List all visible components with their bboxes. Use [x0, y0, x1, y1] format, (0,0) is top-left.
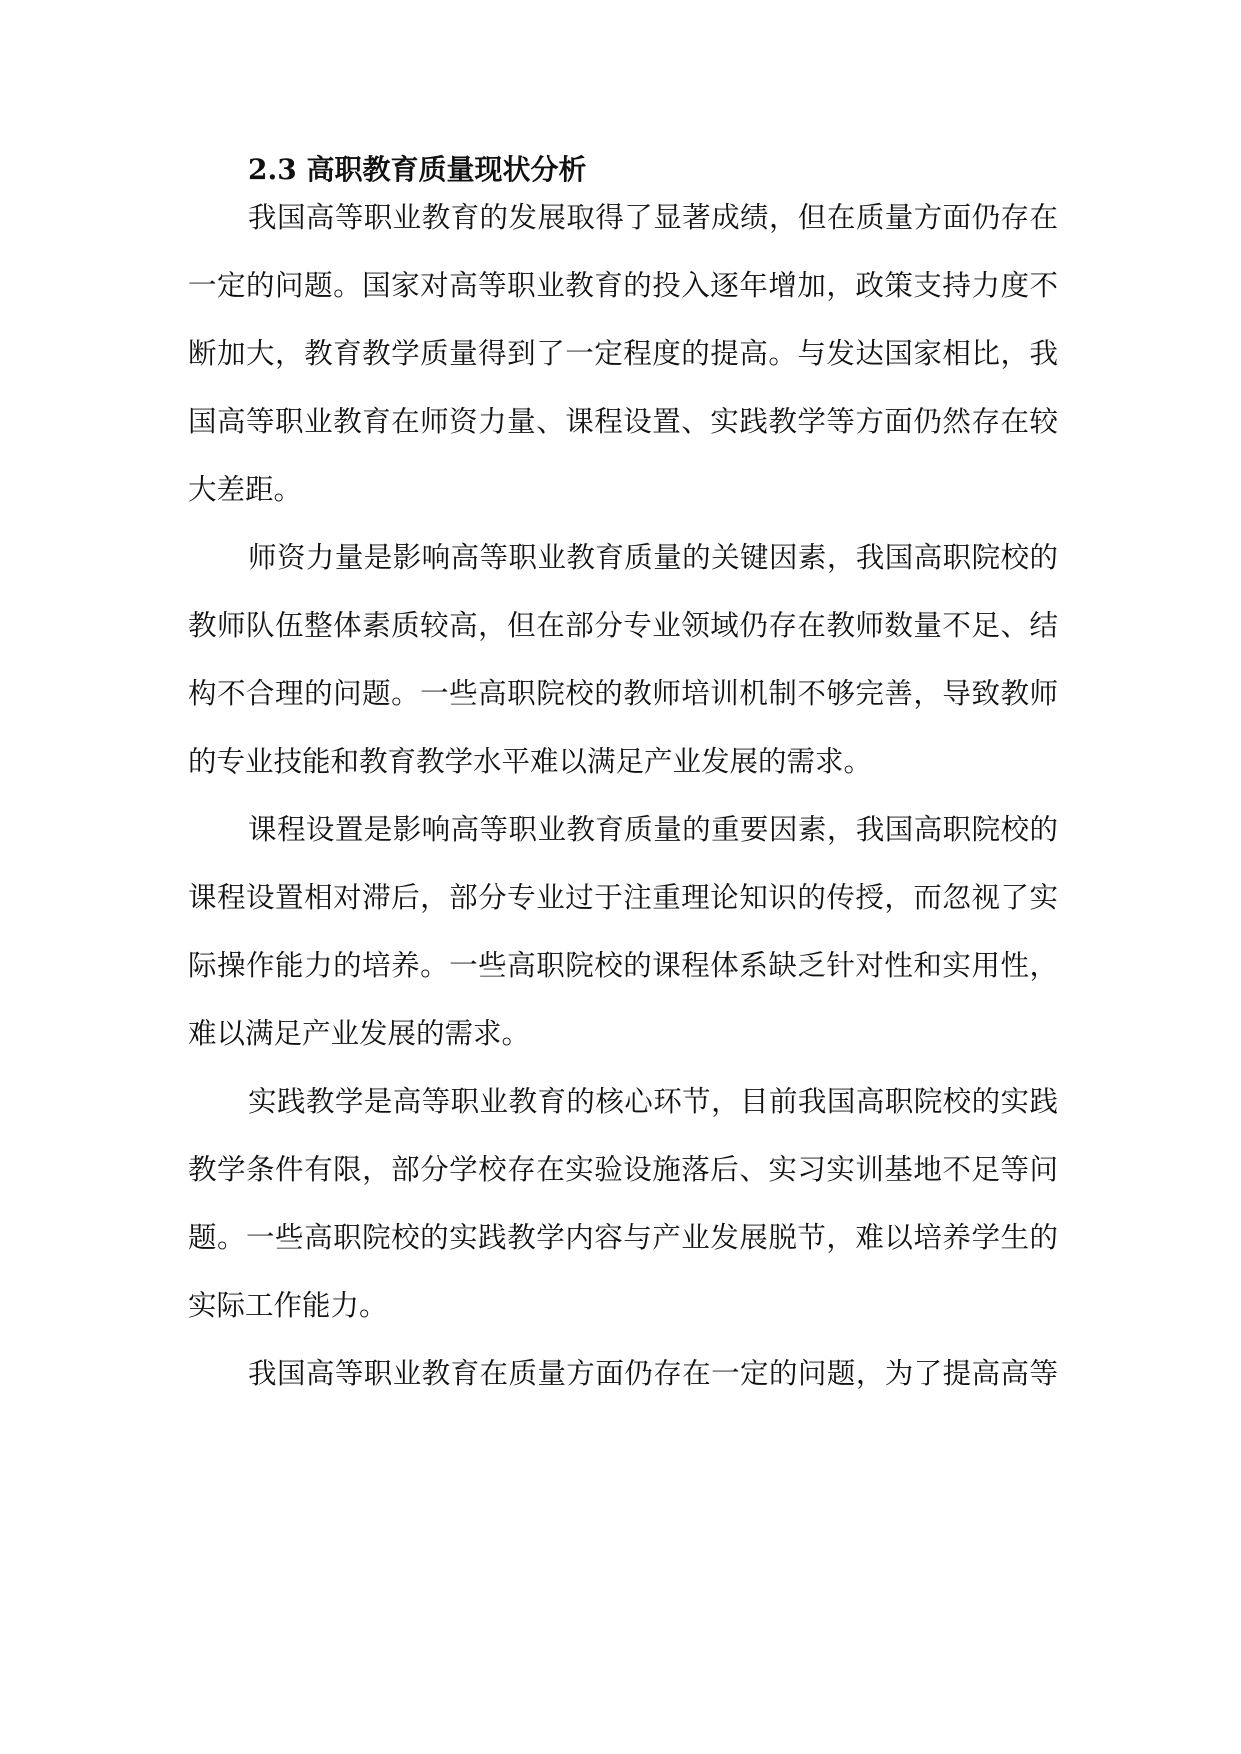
paragraph-1-line-3: 断加大，教育教学质量得到了一定程度的提高。与发达国家相比，我: [188, 337, 1058, 370]
paragraph-1-line-1: 我国高等职业教育的发展取得了显著成绩，但在质量方面仍存在: [248, 201, 1058, 234]
paragraph-3-line-2: 课程设置相对滞后，部分专业过于注重理论知识的传授，而忽视了实: [188, 881, 1058, 914]
paragraph-4-line-3: 题。一些高职院校的实践教学内容与产业发展脱节，难以培养学生的: [188, 1221, 1058, 1254]
paragraph-1-line-5: 大差距。: [188, 473, 303, 506]
paragraph-4-line-1: 实践教学是高等职业教育的核心环节，目前我国高职院校的实践: [248, 1085, 1058, 1118]
paragraph-4-line-2: 教学条件有限，部分学校存在实验设施落后、实习实训基地不足等问: [188, 1153, 1058, 1186]
paragraph-3-line-1: 课程设置是影响高等职业教育质量的重要因素，我国高职院校的: [248, 813, 1058, 846]
paragraph-2-line-3: 构不合理的问题。一些高职院校的教师培训机制不够完善，导致教师: [188, 677, 1058, 710]
section-heading: 2.3 高职教育质量现状分析: [248, 153, 587, 186]
paragraph-2-line-2: 教师队伍整体素质较高，但在部分专业领域仍存在教师数量不足、结: [188, 609, 1058, 642]
paragraph-4-line-4: 实际工作能力。: [188, 1289, 388, 1322]
paragraph-1-line-4: 国高等职业教育在师资力量、课程设置、实践教学等方面仍然存在较: [188, 405, 1058, 438]
paragraph-5-line-1: 我国高等职业教育在质量方面仍存在一定的问题，为了提高高等: [248, 1357, 1058, 1390]
paragraph-1-line-2: 一定的问题。国家对高等职业教育的投入逐年增加，政策支持力度不: [188, 269, 1058, 302]
paragraph-2-line-1: 师资力量是影响高等职业教育质量的关键因素，我国高职院校的: [248, 541, 1058, 574]
paragraph-3-line-3: 际操作能力的培养。一些高职院校的课程体系缺乏针对性和实用性，: [188, 949, 1058, 982]
paragraph-2-line-4: 的专业技能和教育教学水平难以满足产业发展的需求。: [188, 745, 873, 778]
paragraph-3-line-4: 难以满足产业发展的需求。: [188, 1017, 531, 1050]
